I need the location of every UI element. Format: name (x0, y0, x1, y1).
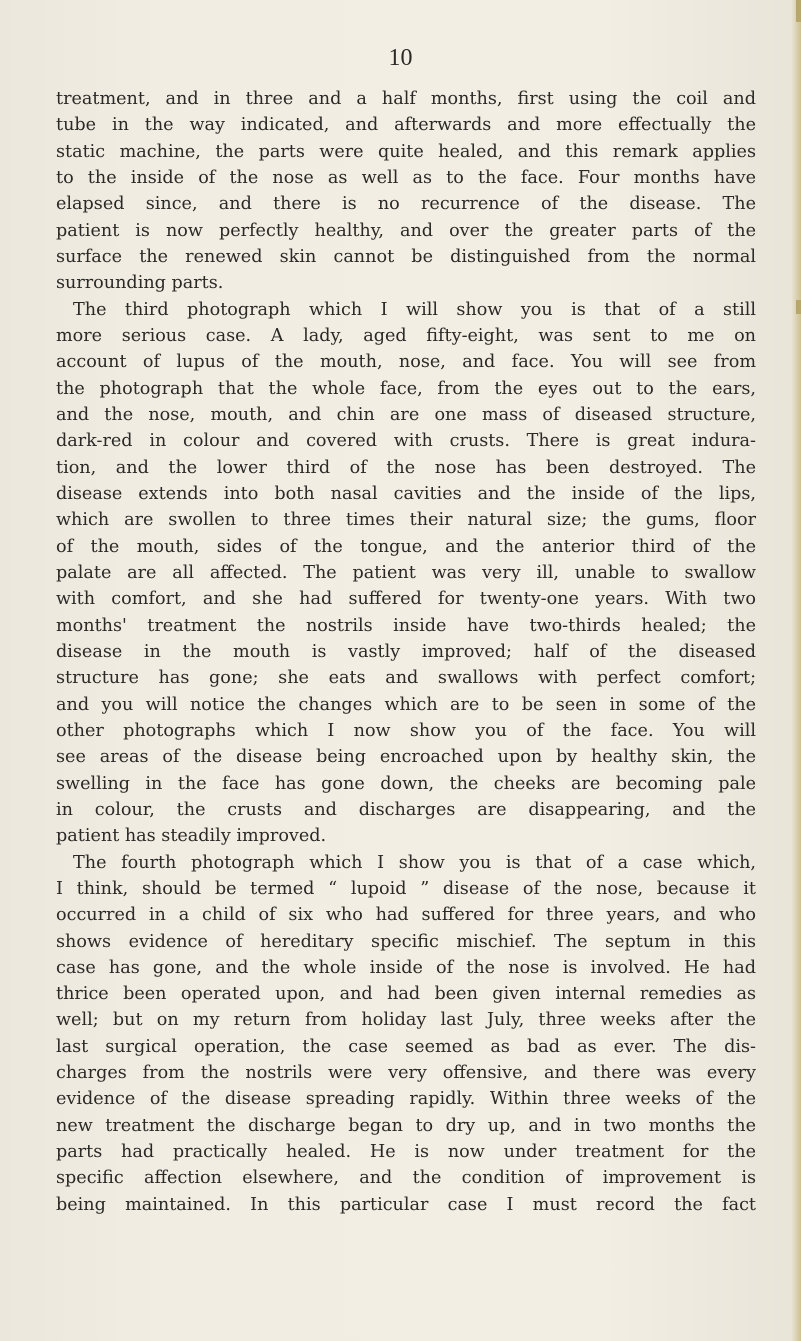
text-line: evidence of the disease spreading rapidly. Within three weeks of the (56, 1089, 756, 1110)
text-line: I think, should be termed “ lupoid ” disease of the nose, because it (56, 878, 756, 899)
body-text (56, 86, 756, 1218)
text-line: disease in the mouth is vastly improved; half of the diseased (56, 641, 756, 662)
text-line: other photographs which I now show you of the face. You will (56, 720, 756, 741)
text-line: structure has gone; she eats and swallows with perfect comfort; (56, 668, 756, 689)
page-number: 10 (388, 45, 413, 71)
text-line: months' treatment the nostrils inside have two-thirds healed; the (56, 615, 756, 636)
text-line: thrice been operated upon, and had been given internal remedies as (56, 984, 756, 1005)
text-line: swelling in the face has gone down, the cheeks are becoming pale (56, 773, 756, 794)
text-line: specific affection elsewhere, and the condition of improvement is (56, 1168, 756, 1189)
text-line: surrounding parts. (56, 273, 224, 294)
text-line: more serious case. A lady, aged fifty-eight, was sent to me on (56, 325, 756, 346)
text-line: to the inside of the nose as well as to the face. Four months have (56, 167, 756, 188)
text-line: disease extends into both nasal cavities and the inside of the lips, (56, 483, 756, 504)
text-line: charges from the nostrils were very offensive, and there was every (56, 1063, 756, 1084)
text-line: well; but on my return from holiday last July, three weeks after the (56, 1010, 756, 1031)
text-line: and you will notice the changes which are to be seen in some of the (56, 694, 756, 715)
text-line: elapsed since, and there is no recurrence of the disease. The (56, 194, 756, 215)
text-line: in colour, the crusts and discharges are disappearing, and the (56, 799, 756, 820)
text-line: parts had practically healed. He is now under treatment for the (56, 1142, 756, 1163)
text-line: The fourth photograph which I show you is that of a case which, (73, 852, 756, 873)
text-line: last surgical operation, the case seemed as bad as ever. The dis- (56, 1036, 756, 1057)
text-line: treatment, and in three and a half months, first using the coil and (56, 89, 756, 109)
text-line: of the mouth, sides of the tongue, and the anterior third of the (56, 536, 756, 557)
text-line: with comfort, and she had suffered for twenty-one years. With two (56, 589, 756, 610)
page-edge-shadow (791, 0, 801, 1341)
text-line: patient is now perfectly healthy, and over the greater parts of the (56, 220, 756, 241)
text-line: surface the renewed skin cannot be distinguished from the normal (56, 246, 756, 267)
text-line: The third photograph which I will show you is that of a still (73, 299, 756, 320)
page-edge-mark (796, 300, 801, 314)
text-line: new treatment the discharge began to dry up, and in two months the (56, 1115, 756, 1136)
text-line: static machine, the parts were quite healed, and this remark applies (56, 141, 756, 162)
text-line: see areas of the disease being encroached upon by healthy skin, the (56, 747, 756, 768)
text-line: which are swollen to three times their natural size; the gums, floor (56, 510, 756, 531)
text-line: case has gone, and the whole inside of the nose is involved. He had (56, 957, 756, 978)
text-line: the photograph that the whole face, from the eyes out to the ears, (56, 378, 756, 399)
text-line: and the nose, mouth, and chin are one mass of diseased structure, (56, 404, 756, 425)
text-line: tube in the way indicated, and afterwards and more effectually the (56, 115, 756, 136)
page-edge-mark (796, 0, 801, 22)
text-line: palate are all affected. The patient was very ill, unable to swallow (56, 562, 756, 583)
text-line: occurred in a child of six who had suffered for three years, and who (56, 905, 756, 926)
text-line: shows evidence of hereditary specific mischief. The septum in this (56, 931, 756, 952)
text-line: account of lupus of the mouth, nose, and face. You will see from (56, 352, 756, 373)
text-line: tion, and the lower third of the nose has been destroyed. The (56, 457, 756, 478)
text-line: dark-red in colour and covered with crusts. There is great indura- (56, 431, 756, 452)
text-line: being maintained. In this particular case I must record the fact (56, 1194, 756, 1215)
text-line: patient has steadily improved. (56, 826, 327, 847)
